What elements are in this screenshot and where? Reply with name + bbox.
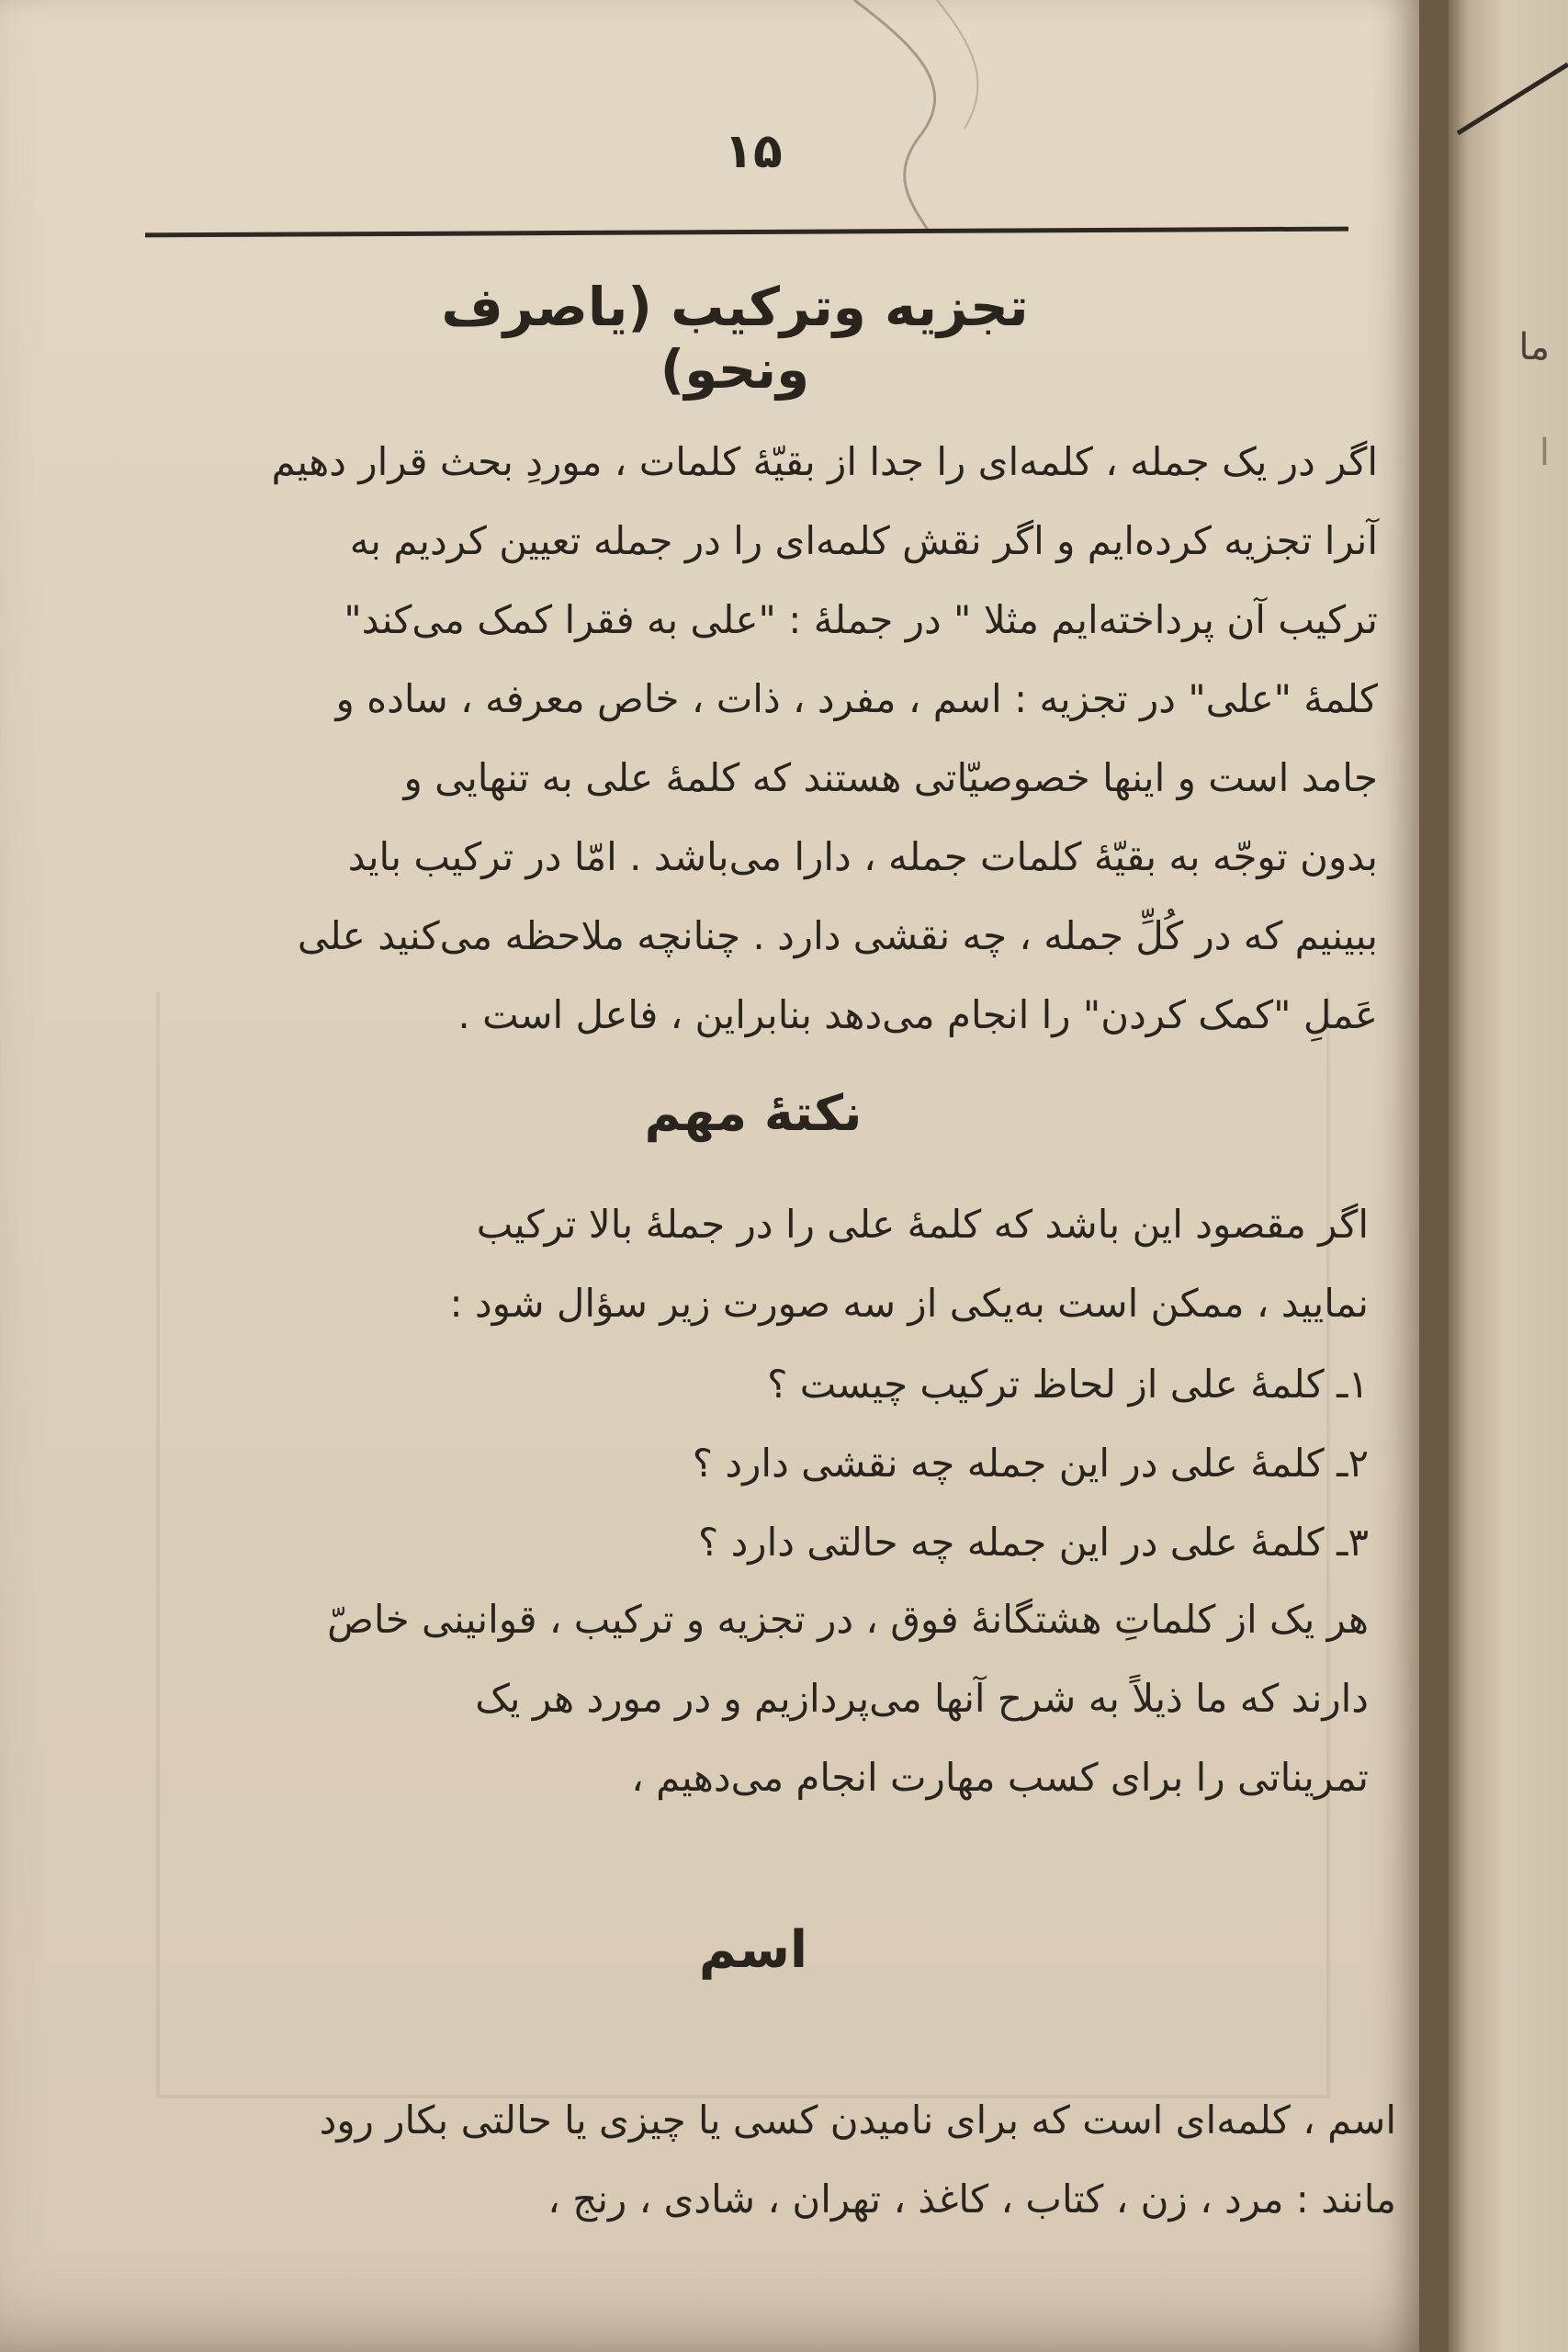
intro-paragraph — [193, 423, 1378, 1055]
note-line: اگر مقصود این باشد که کلمهٔ علی را در جملهٔ بالا ترکیب — [476, 1202, 1369, 1247]
adjacent-page — [1449, 0, 1568, 2352]
definition-line: اسم ، کلمه‌ای است که برای نامیدن کسی یا چیزی یا حالتی بکار رود — [319, 2098, 1396, 2143]
intro-line: بدون توجّه به بقیّهٔ کلمات جمله ، دارا می‌باشد . امّا در ترکیب باید — [347, 834, 1378, 879]
intro-line: ببینیم که در کُلِّ جمله ، چه نقشی دارد . چنانچه ملاحظه می‌کنید علی — [297, 913, 1378, 958]
closing-line: تمریناتی را برای کسب مهارت انجام می‌دهیم ، — [631, 1755, 1369, 1800]
page-number: ۱۵ — [724, 124, 783, 179]
intro-line: کلمهٔ "علی" در تجزیه : اسم ، مفرد ، ذات ، خاص معرفه ، ساده و — [335, 676, 1378, 721]
noun-definition — [184, 2081, 1396, 2239]
note-paragraph — [184, 1185, 1369, 1343]
adjacent-page-fragment: ما — [1518, 326, 1550, 368]
intro-line: ترکیب آن پرداخته‌ایم مثلا " در جملهٔ : "علی به فقرا کمک می‌کند" — [344, 597, 1378, 642]
adjacent-page-rule — [1449, 0, 1568, 184]
adjacent-page-fragment: ا — [1539, 432, 1550, 474]
closing-line: دارند که ما ذیلاً به شرح آنها می‌پردازیم و در مورد هر یک — [475, 1676, 1369, 1721]
intro-line: عَملِ "کمک کردن" را انجام می‌دهد بنابراین ، فاعل است . — [457, 992, 1378, 1037]
question-item: ۱ـ کلمهٔ علی از لحاظ ترکیب چیست ؟ — [767, 1362, 1369, 1407]
note-line: نمایید ، ممکن است به‌یکی از سه صورت زیر سؤال شود : — [449, 1281, 1369, 1326]
note-heading: نکتهٔ مهم — [644, 1084, 863, 1142]
question-item: ۳ـ کلمهٔ علی در این جمله چه حالتی دارد ؟ — [697, 1520, 1369, 1565]
intro-line: آنرا تجزیه کرده‌ایم و اگر نقش کلمه‌ای را در جمله تعیین کردیم به — [349, 518, 1378, 563]
question-item: ۲ـ کلمهٔ علی در این جمله چه نقشی دارد ؟ — [692, 1441, 1369, 1486]
intro-line: اگر در یک جمله ، کلمه‌ای را جدا از بقیّهٔ کلمات ، موردِ بحث قرار دهیم — [271, 439, 1378, 484]
closing-line: هر یک از کلماتِ هشتگانهٔ فوق ، در تجزیه و ترکیب ، قوانینی خاصّ — [327, 1597, 1369, 1642]
closing-paragraph — [184, 1580, 1369, 1817]
chapter-title: تجزیه وترکیب (یاصرف ونحو) — [441, 276, 1029, 401]
definition-line: مانند : مرد ، زن ، کتاب ، کاغذ ، تهران ، شادی ، رنج ، — [547, 2177, 1396, 2222]
section-heading-noun: اسم — [698, 1920, 808, 1980]
question-list — [184, 1345, 1369, 1582]
intro-line: جامد است و اینها خصوصیّاتی هستند که کلمهٔ علی به تنهایی و — [403, 755, 1378, 800]
page-tear-mark — [0, 0, 1419, 239]
